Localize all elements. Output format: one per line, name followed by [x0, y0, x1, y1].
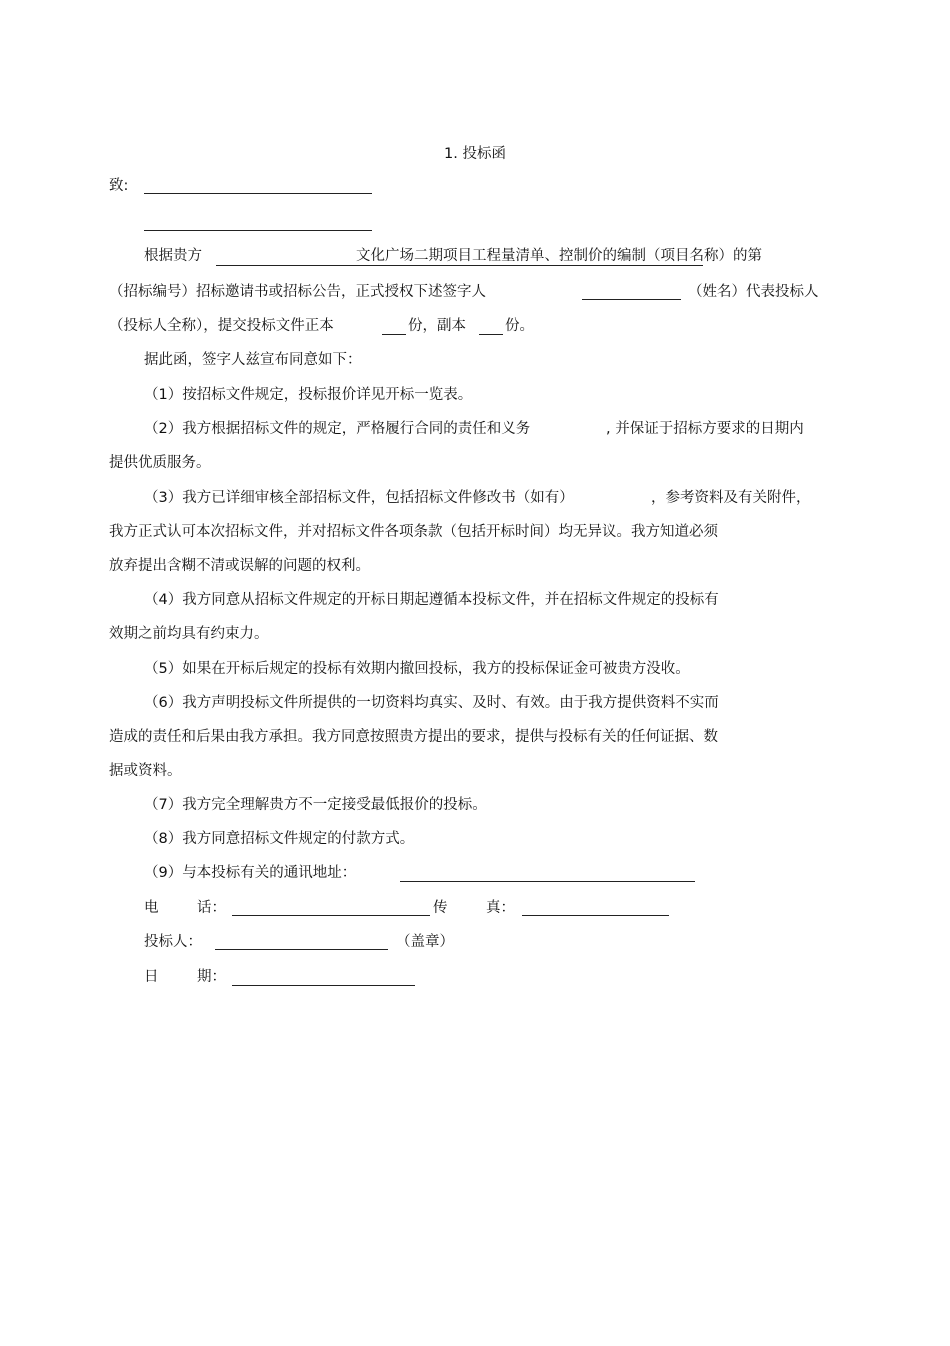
item-6-line-3: 据或资料。 [109, 763, 182, 779]
date-label-1: 日 [144, 969, 159, 985]
item-2-line-1-end: , 并保证于招标方要求的日期内 [606, 421, 804, 437]
item-3-line-3: 放弃提出含糊不清或误解的问题的权利。 [109, 558, 370, 574]
para1-copies-text: 份，副本 [408, 318, 466, 334]
item-3-line-2: 我方正式认可本次招标文件，并对招标文件各项条款（包括开标时间）均无异议。我方知道必须 [109, 524, 718, 540]
original-copies-line [382, 334, 406, 335]
para1-line3-text: （投标人全称），提交投标文件正本 [109, 318, 334, 334]
para1-line2-text: （招标编号）招标邀请书或招标公告，正式授权下述签字人 [109, 284, 486, 300]
item-3-line-1-end: ，参考资料及有关附件， [651, 490, 811, 506]
item-2-line-2: 提供优质服务。 [109, 455, 211, 471]
item-6-line-1: （6）我方声明投标文件所提供的一切资料均真实、及时、有效。由于我方提供资料不实而 [144, 695, 719, 711]
date-line [232, 985, 415, 986]
project-name-text: 文化广场二期项目工程量清单、控制价的编制（项目名称）的第 [356, 248, 762, 264]
recipient-line-2 [144, 230, 372, 231]
item-3-line-1: （3）我方已详细审核全部招标文件，包括招标文件修改书（如有） [144, 490, 574, 506]
fax-label-1: 传 [433, 900, 448, 916]
fax-label-2: 真： [486, 900, 515, 916]
item-4-line-1: （4）我方同意从招标文件规定的开标日期起遵循本投标文件，并在招标文件规定的投标有 [144, 592, 719, 608]
duplicate-copies-line [479, 334, 503, 335]
seal-text: （盖章） [396, 934, 454, 950]
item-5: （5）如果在开标后规定的投标有效期内撤回投标，我方的投标保证金可被贵方没收。 [144, 661, 690, 677]
document-title: 1. 投标函 [444, 146, 506, 162]
item-6-line-2: 造成的责任和后果由我方承担。我方同意按照贵方提出的要求，提供与投标有关的任何证据、数 [109, 729, 718, 745]
item-8: （8）我方同意招标文件规定的付款方式。 [144, 831, 415, 847]
phone-label-2: 话： [197, 900, 226, 916]
item-9: （9）与本投标有关的通讯地址： [144, 865, 357, 881]
para1-end: 份。 [505, 318, 534, 334]
item-7: （7）我方完全理解贵方不一定接受最低报价的投标。 [144, 797, 487, 813]
recipient-line-1 [144, 193, 372, 194]
phone-line [232, 915, 430, 916]
fax-line [522, 915, 669, 916]
item-1: （1）按招标文件规定，投标报价详见开标一览表。 [144, 387, 473, 403]
to-label: 致: [109, 178, 129, 194]
bidder-label: 投标人： [144, 934, 202, 950]
address-line [400, 881, 695, 882]
signer-name-line [582, 299, 681, 300]
phone-label-1: 电 [144, 900, 159, 916]
para1-line2-end: （姓名）代表投标人 [688, 284, 819, 300]
item-2-line-1: （2）我方根据招标文件的规定，严格履行合同的责任和义务 [144, 421, 531, 437]
bidder-line [215, 949, 388, 950]
date-label-2: 期： [197, 969, 226, 985]
item-4-line-2: 效期之前均具有约束力。 [109, 626, 269, 642]
declaration-text: 据此函，签字人兹宣布同意如下： [144, 352, 362, 368]
para1-start: 根据贵方 [144, 248, 202, 264]
